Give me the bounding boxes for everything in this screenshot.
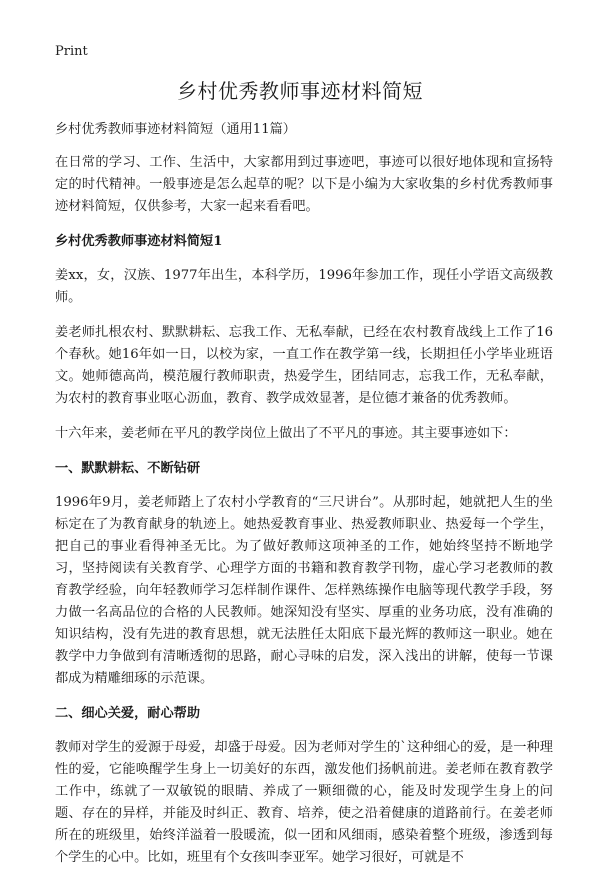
section-heading-1: 乡村优秀教师事迹材料简短1 <box>55 234 223 249</box>
paragraph-diligence: 1996年9月，姜老师踏上了农村小学教育的“三尺讲台”。从那时起，她就把人生的坐标定在了为教育献身的轨迹上。她热爱教育事业、热爱教师职业、热爱每一个学生，把自己的事业看得神圣无比。为了做好教师这项神圣的工作，她始终坚持不断地学习，坚持阅读有关教育学、心理学方面的书籍和教育教学刊物，虚心学习老教师的教育教学经验，向年轻教师学习怎样制作课件、怎样熟练操作电脑等现代教学手段，努力做一名高品位的合格的人民教师。她深知没有坚实、厚重的业务功底，没有准确的知识结构，没有先进的教育思想，就无法胜任太阳底下最光辉的教师这一职业。她在教学中力争做到有清晰透彻的思路，耐心寻味的启发，深入浅出的讲解，使每一节课都成为精雕细琢的示范课。 <box>55 495 553 686</box>
paragraph-profile: 姜xx，女，汉族、1977年出生，本科学历，1996年参加工作，现任小学语文高级教师。 <box>55 268 553 305</box>
subheading-care: 二、细心关爱，耐心帮助 <box>55 706 201 721</box>
intro-paragraph: 在日常的学习、工作、生活中，大家都用到过事迹吧，事迹可以很好地体现和宣扬特定的时代精神。一般事迹是怎么起草的呢？以下是小编为大家收集的乡村优秀教师事迹材料简短，仅供参考，大家一起来看看吧。 <box>55 155 553 214</box>
subheading-diligence: 一、默默耕耘、不断钻研 <box>55 461 201 476</box>
paragraph-transition: 十六年来，姜老师在平凡的教学岗位上做出了不平凡的事迹。其主要事迹如下： <box>55 426 517 441</box>
document-body <box>55 119 553 882</box>
print-link[interactable]: Print <box>55 44 88 59</box>
paragraph-care: 教师对学生的爱源于母爱，却盛于母爱。因为老师对学生的`这种细心的爱，是一种理性的爱，它能唤醒学生身上一切美好的东西，激发他们扬帆前进。姜老师在教育教学工作中，练就了一双敏锐的眼睛、养成了一颗细微的心，能及时发现学生身上的问题、存在的异样，并能及时纠正、教育、培养，使之沿着健康的道路前行。在姜老师所在的班级里，始终洋溢着一股暖流，似一团和风细雨，感染着整个班级，渗透到每个学生的心中。比如，班里有个女孩叫李亚军。她学习很好，可就是不 <box>55 740 553 865</box>
document-subtitle: 乡村优秀教师事迹材料简短（通用11篇） <box>55 122 296 137</box>
paragraph-summary: 姜老师扎根农村、默默耕耘、忘我工作、无私奉献，已经在农村教育战线上工作了16个春秋。她16年如一日，以校为家，一直工作在教学第一线，长期担任小学毕业班语文。她师德高尚，模范履行教师职责，热爱学生，团结同志，忘我工作，无私奉献，为农村的教育事业呕心沥血，教育、教学成效显著，是位德才兼备的优秀教师。 <box>55 325 553 406</box>
page-title: 乡村优秀教师事迹材料简短 <box>177 79 423 103</box>
